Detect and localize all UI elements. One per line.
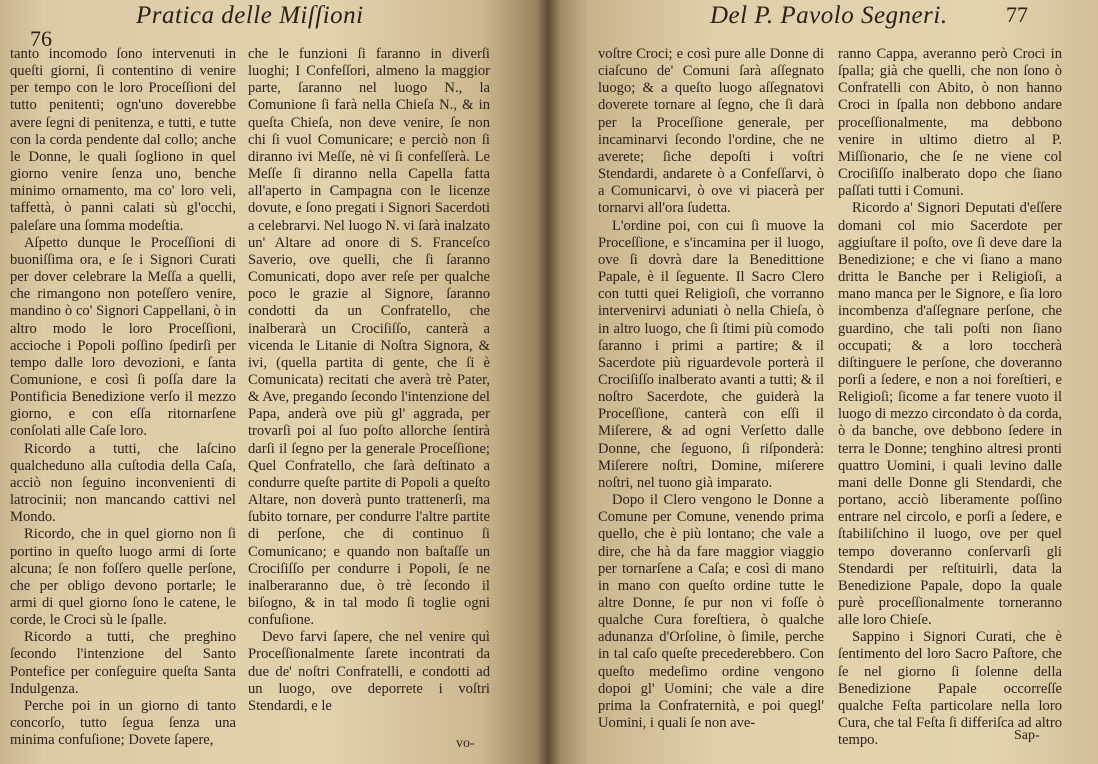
left-column-2: [248, 46, 490, 715]
paragraph: che le funzioni ſi faranno in diverſi luoghi; I Confeſſori, almeno la maggior parte, ſaranno nel luogo N., la Comunione ſi farà nella Chieſa N., & in queſta Chieſa, non deve venire, ſe non chi ſi vuol Comunicare; e perciò non ſi diranno ivi Meſſe, nè vi ſi confeſſerà. Le Meſſe ſi diranno nella Capella fatta all'aperto in Campagna con le licenze dovute, e ſono pregati i Signori Sacerdoti a celebrarvi. Nel luogo N. vi ſarà inalzato un' Altare ad onore di S. Franceſco Saverio, ove quelli, che ſi ſaranno Comunicati, dopo aver reſe per qualche poco le grazie al Signore, ſaranno condotti da un Confratello, che inalberarà un Crociſiſſo, canterà a vicenda le Litanie di Noſtra Signora, & ivi, (quella partita di gente, che ſi è Comunicata) recitati che averà trè Pater, & Ave, pregando ſecondo l'intenzione del Papa, anderà ove più gl' aggrada, per trovarſi poi al ſuo poſto allorche ſentirà darſi il ſegno per la generale Proceſſione; Quel Confratello, che ſarà deſtinato a condurre queſte partite di Popoli a queſto Altare, non doverà punto trattenerſi, ma ſubito tornare, per condurre l'altre partite di perſone, che di continuo ſi Comunicano; e quando non baſtaſſe un Crociſiſſo per condurre i Popoli, ſe ne inalberaranno due, ò trè ſecondo il biſogno, & in tal modo ſi toglie ogni confuſione.: [248, 46, 490, 629]
left-page: [0, 0, 546, 764]
paragraph: tanto incomodo ſono intervenuti in queſti giorni, ſi contentino di venire per tempo con le loro Proceſſioni del tutto penitenti; ogn'uno doverebbe avere ſegni di penitenza, e tutti, e tutte con la corda pendente dal collo; anche le Donne, le quali ſogliono in quel giorno venire ſenza uno, benche minimo ornamento, ma co' loro veli, taffettà, ò panni calati sù gl'occhi, paleſare una ſomma modeſtia.: [10, 46, 236, 234]
paragraph: ranno Cappa, averanno però Croci in ſpalla; già che quelli, che non ſono ò Confratelli con Abito, ò non hanno Croci in ſpalla non debbono andare proceſſionalmente, ma debbono venire in ultimo dietro al P. Miſſionario, che ſe ne viene col Crociſiſſo inalberato dopo che ſiano paſſati tutti i Comuni.: [838, 46, 1062, 200]
paragraph: Sappino i Signori Curati, che è ſentimento del loro Sacro Paſtore, che ſe nel giorno ſi ſolenne della Benedizione Papale occorreſſe qualche Feſta particolare nella loro Cura, che tal Feſta ſi differiſca ad altro tempo.: [838, 629, 1062, 749]
left-running-head: Pratica delle Miſſioni: [136, 2, 364, 29]
paragraph: L'ordine poi, con cui ſi muove la Proceſſione, e s'incamina per il luogo, ove ſi dovrà dare la Benedittione Papale, è il ſeguente. Il Sacro Clero con tutti quei Religioſi, che vorranno intervenirvi aduniati ò nella Chieſa, ò in altro luogo, che ſi ſtimi più comodo ſaranno i primi a partire; & il Sacerdote più riguardevole porterà il Crociſiſſo inalberato avanti a tutti; & il noſtro Sacerdote, che guiderà la Proceſſione, canterà con eſſi il Miſerere, & ad ogni Verſetto dalle Donne, che ſeguono, ſi riſponderà: Miſerere noſtri, Domine, miſerere noſtri, nel tuono già imparato.: [598, 217, 824, 491]
right-catchword: Sap-: [1014, 728, 1040, 743]
left-page-number: 76: [30, 26, 52, 51]
paragraph: Ricordo a' Signori Deputati d'eſſere domani col mio Sacerdote per aggiuſtare il poſto, ove ſi deve dare la Benedizione; e che vi ſiano a mano dritta le Banche per i Religioſi, a mano manca per le Signore, e ſia loro incombenza d'aſſegnare perſone, che guardino, che tali poſti non ſiano occupati; & a loro toccherà diſtinguere le perſone, che doveranno porſi a ſedere, e non a noi foreſtieri, e Religioſi; ſicome a far tenere vuoto il luogo di mezzo circondato ò da corda, ò da banche, ove debbono ſedere in terra le Donne; tenghino altresi pronti quattro Uomini, i quali levino dalle mani delle Donne gli Stendardi, che portano, acciò liberamente poſſino entrare nel circolo, e porſi a ſedere, e ſtabiliſchino il luogo, ove per quel tempo doveranno conſervarſi gli Stendardi per reſtituirli, data la Benedizione Papale, dopo la quale purè proceſſionalmente torneranno alle loro Chieſe.: [838, 200, 1062, 629]
paragraph: Perche poi in un giorno di tanto concorſo, tutto ſegua ſenza una minima confuſione; Dovete ſapere,: [10, 697, 236, 749]
right-column-1: [598, 46, 824, 732]
paragraph: Ricordo a tutti, che preghino ſecondo l'intenzione del Santo Pontefice per conſeguire queſta Santa Indulgenza.: [10, 629, 236, 697]
paragraph: Dopo il Clero vengono le Donne a Comune per Comune, venendo prima quello, che è più lontano; che vale a dire, che hà da fare maggior viaggio per tornarſene a Caſa; e così di mano in mano con queſto ordine tutte le altre Donne, ſe pur non vi foſſe ò qualche Cura foreſtiera, ò qualche adunanza d'Orſoline, ò ſimile, perche in tal caſo queſte precederebbero. Con queſto medeſimo ordine vengono dopoi gl' Uomini; che vale a dire prima la Confraternità, e poi quegl' Uomini, i quali ſe non ave-: [598, 492, 824, 732]
paragraph: Devo farvi ſapere, che nel venire quì Proceſſionalmente ſarete incontrati da due de' noſtri Confratelli, e condotti ad un luogo, ove deporrete i voſtri Stendardi, e le: [248, 629, 490, 714]
left-column-1: [10, 46, 236, 749]
paragraph: Ricordo a tutti, che laſcino qualcheduno alla cuſtodia della Caſa, acciò non ſeguino inconvenienti di latrocinii; non mancando cattivi nel Mondo.: [10, 440, 236, 526]
paragraph: Ricordo, che in quel giorno non ſi portino in queſto luogo armi di ſorte alcuna; ſe non foſſero quelle perſone, che per obligo devono portarle; le armi di quel giorno ſono le catene, le corde, le Croci sù le ſpalle.: [10, 526, 236, 629]
paragraph: Aſpetto dunque le Proceſſioni di buoniſſima ora, e ſe i Signori Curati per dover celebrare la Meſſa a quelli, che rimangono non poteſſero venire, mandino ò co' Signori Cappellani, ò in altro modo le loro Proceſſioni, accioche i Popoli poſſino ſpedirſi per tempo dalle loro devozioni, e ſanta Comunione, e così ſi poſſa dare la Pontificia Benedizione verſo il mezzo giorno, e con eſſa ritornarſene conſolati alle Caſe loro.: [10, 234, 236, 440]
right-page: [546, 0, 1098, 764]
right-column-2: [838, 46, 1062, 749]
right-running-head: Del P. Pavolo Segneri.: [710, 2, 948, 29]
right-page-number: 77: [1006, 2, 1028, 27]
left-catchword: vo-: [456, 736, 475, 751]
paragraph: voſtre Croci; e così pure alle Donne di ciaſcuno de' Comuni ſarà aſſegnato luogo; & a queſto luogo aſſegnatovi doverete tornare al ſegno, che ſi darà per la Proceſſione generale, per incaminarvi ſecondo l'ordine, che ne averete; ſiche depoſti i voſtri Stendardi, andarete ò a Confeſſarvi, ò a Comunicarvi, ò ove vi piacerà per tornarvi all'ora ſudetta.: [598, 46, 824, 217]
